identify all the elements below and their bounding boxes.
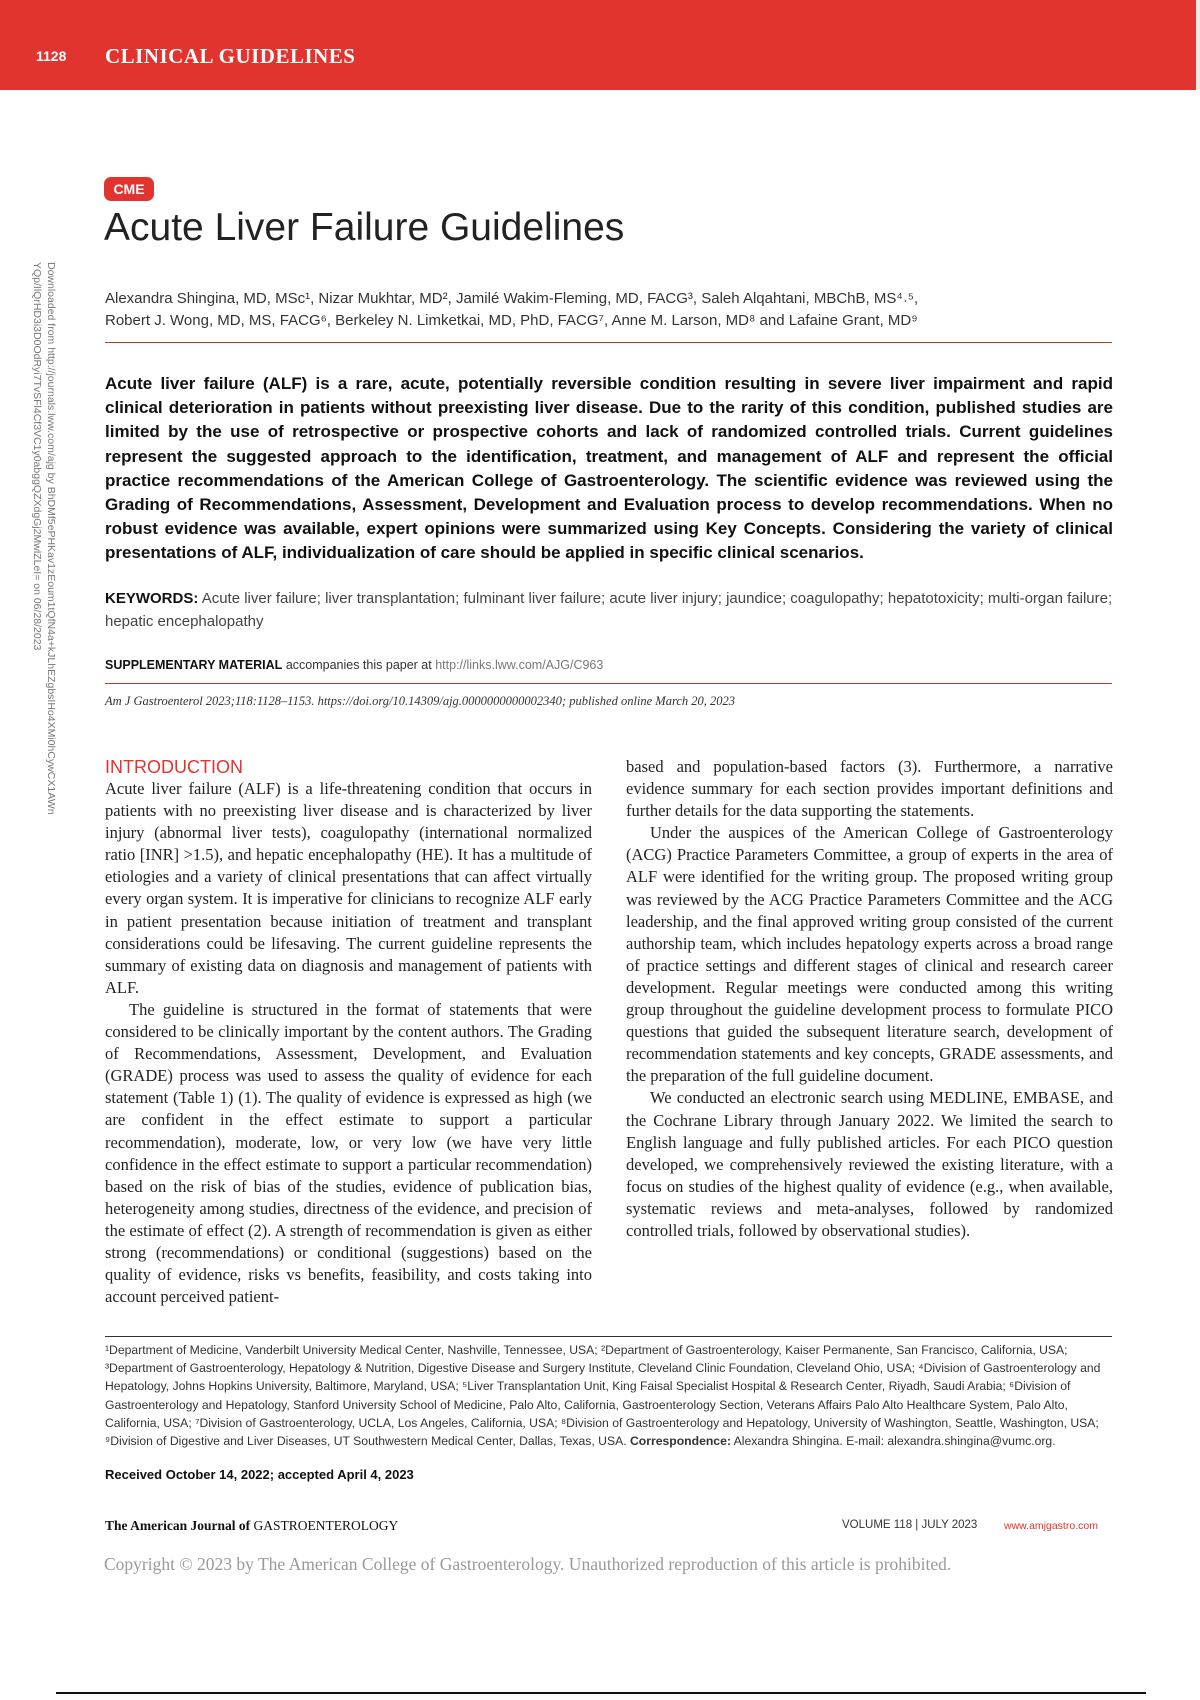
keywords-label: KEYWORDS:: [105, 590, 199, 607]
introduction-heading: INTRODUCTION: [105, 757, 243, 777]
article-title: Acute Liver Failure Guidelines: [104, 206, 625, 249]
journal-prefix: The American Journal of: [105, 1518, 251, 1533]
paragraph: We conducted an electronic search using MEDLINE, EMBASE, and the Cochrane Library through January 2022. We limited the search to English language and fully published articles. For each PICO question developed, we comprehensively reviewed the existing literature, with a focus on studies of the highest quality of evidence (e.g., when available, systematic reviews and meta-analyses, followed by randomized controlled trials, followed by observational studies).: [626, 1088, 1113, 1240]
correspondence-label: Correspondence:: [630, 1434, 731, 1449]
abstract: Acute liver failure (ALF) is a rare, acute, potentially reversible condition resulting in severe liver impairment and rapid clinical deterioration in patients without preexisting liver disease. Due to the rarity of this condition, published studies are limited by the use of retrospective or prospective cohorts and lack of randomized controlled trials. Current guidelines represent the suggested approach to the identification, treatment, and management of ALF and represent the official practice recommendations of the American College of Gastroenterology. The scientific evidence was reviewed using the Grading of Recommendations, Assessment, Development and Evaluation process to develop recommendations. When no robust evidence was available, expert opinions were summarized using Key Concepts. Considering the variety of clinical presentations of ALF, individualization of care should be applied in specific clinical scenarios.: [105, 374, 1113, 563]
received-date: Received October 14, 2022; accepted April 4, 2023: [105, 1467, 414, 1482]
supplementary-text: accompanies this paper at: [285, 658, 432, 672]
paragraph: Under the auspices of the American College of Gastroenterology (ACG) Practice Parameters Committee, a group of experts in the area of ALF were identified for the writing group. The proposed writing group was reviewed by the ACG Practice Parameters Committee and the ACG leadership, and the final approved writing group consisted of the current authorship team, which includes hepatology experts across a broad range of practice settings and different stages of clinical and research career development. Regular meetings were conducted among this writing group throughout the guideline development process to formulate PICO questions that guided the subsequent literature search, development of recommendation statements and key concepts, GRADE assessments, and the preparation of the full guideline document.: [626, 823, 1113, 1086]
affiliations-footnote: [105, 1341, 1115, 1450]
journal-name: [105, 1518, 398, 1534]
journal-website[interactable]: www.amjgastro.com: [1004, 1520, 1098, 1532]
body-column-right: [626, 756, 1113, 1242]
affiliations-text: ¹Department of Medicine, Vanderbilt University Medical Center, Nashville, Tennessee, USA; ²Department of Gastroenterology, Kaiser Permanente, San Francisco, California, USA; ³Department of Gastroenterology, Hepatology & Nutrition, Digestive Disease and Surgery Institute, Cleveland Clinic Foundation, Cleveland Ohio, USA; ⁴Division of Gastroenterology and Hepatology, Johns Hopkins University, Baltimore, Maryland, USA; ⁵Liver Transplantation Unit, King Faisal Specialist Hospital & Research Center, Riyadh, Saudi Arabia; ⁶Division of Gastroenterology and Hepatology, Stanford University School of Medicine, Palo Alto, California, Gastroenterology Section, Veterans Affairs Palo Alto Healthcare System, Palo Alto, California, USA; ⁷Division of Gastroenterology, UCLA, Los Angeles, California, USA; ⁸Division of Gastroenterology and Hepatology, University of Washington, Seattle, Washington, USA; ⁹Division of Digestive and Liver Diseases, UT Southwestern Medical Center, Dallas, Texas, USA.: [105, 1343, 1101, 1449]
supplementary-link[interactable]: http://links.lww.com/AJG/C963: [435, 658, 604, 672]
supplementary-material: [105, 658, 603, 672]
supplementary-label: SUPPLEMENTARY MATERIAL: [105, 658, 283, 672]
watermark-line-1: Downloaded from http://journals.lww.com/ajg by BhDMf5ePHKav1zEoum1tQfN4a+kJLhEZgbsIHo4XMi0hCywCX1AWn: [45, 262, 57, 815]
download-watermark: [30, 262, 58, 952]
journal-title: GASTROENTEROLOGY: [253, 1518, 399, 1533]
watermark-line-2: YQp/IlQrHD3i3D0OdRyi7TvSFl4Cf3VC1y0abggQZXdgGj2MwlZLeI= on 06/28/2023: [31, 262, 43, 651]
bottom-rule: [56, 1692, 1146, 1694]
copyright-notice: Copyright © 2023 by The American College of Gastroenterology. Unauthorized reproduction of this article is prohibited.: [104, 1554, 952, 1574]
cme-badge: CME: [104, 177, 154, 201]
footnote-divider: [105, 1336, 1112, 1337]
paragraph: based and population-based factors (3). Furthermore, a narrative evidence summary for each section provides important definitions and further details for the data supporting the statements.: [626, 757, 1113, 821]
author-list: [105, 288, 1115, 332]
divider: [105, 342, 1112, 343]
section-title: CLINICAL GUIDELINES: [105, 44, 356, 68]
authors-line-2: Robert J. Wong, MD, MS, FACG⁶, Berkeley N. Limketkai, MD, PhD, FACG⁷, Anne M. Larson, MD⁸ and Lafaine Grant, MD⁹: [105, 312, 918, 329]
header-bar: [0, 0, 1196, 90]
body-column-left: [105, 756, 592, 1308]
keywords-text: Acute liver failure; liver transplantation; fulminant liver failure; acute liver injury; jaundice; coagulopathy; hepatotoxicity; multi-organ failure; hepatic encephalopathy: [105, 590, 1113, 630]
page-number: 1128: [36, 48, 67, 64]
paragraph: Acute liver failure (ALF) is a life-threatening condition that occurs in patients with no preexisting liver disease and is characterized by liver injury (abnormal liver tests), coagulopathy (international normalized ratio [INR] >1.5), and hepatic encephalopathy (HE). It has a multitude of etiologies and a variety of clinical presentations that can affect virtually every organ system. It is imperative for clinicians to recognize ALF early in patient presentation because initiation of treatment and transplant considerations could be lifesaving. The current guideline represents the summary of existing data on diagnosis and management of patients with ALF.: [105, 779, 592, 997]
volume-info: VOLUME 118 | JULY 2023: [842, 1519, 978, 1531]
correspondence-text: Alexandra Shingina. E-mail: alexandra.shingina@vumc.org.: [733, 1434, 1056, 1449]
paragraph: The guideline is structured in the format of statements that were considered to be clinically important by the content authors. The Grading of Recommendations, Assessment, Development, and Evaluation (GRADE) process was used to assess the quality of evidence for each statement (Table 1) (1). The quality of evidence is expressed as high (we are confident in the effect estimate to support a particular recommendation), moderate, low, or very low (we have very little confidence in the effect estimate to support a particular recommendation) based on the risk of bias of the studies, evidence of publication bias, heterogeneity among studies, directness of the evidence, and precision of the estimate of effect (2). A strength of recommendation is given as either strong (recommendations) or conditional (suggestions) based on the quality of evidence, risks vs benefits, feasibility, and costs taking into account perceived patient-: [105, 999, 592, 1307]
authors-line-1: Alexandra Shingina, MD, MSc¹, Nizar Mukhtar, MD², Jamilé Wakim-Fleming, MD, FACG³, Saleh Alqahtani, MBChB, MS⁴˒⁵,: [105, 290, 919, 307]
citation: Am J Gastroenterol 2023;118:1128–1153. https://doi.org/10.14309/ajg.0000000000002340; published online March 20, 2023: [105, 694, 736, 708]
header-edge: [1196, 0, 1200, 90]
keywords: [105, 587, 1113, 633]
divider: [105, 683, 1112, 684]
